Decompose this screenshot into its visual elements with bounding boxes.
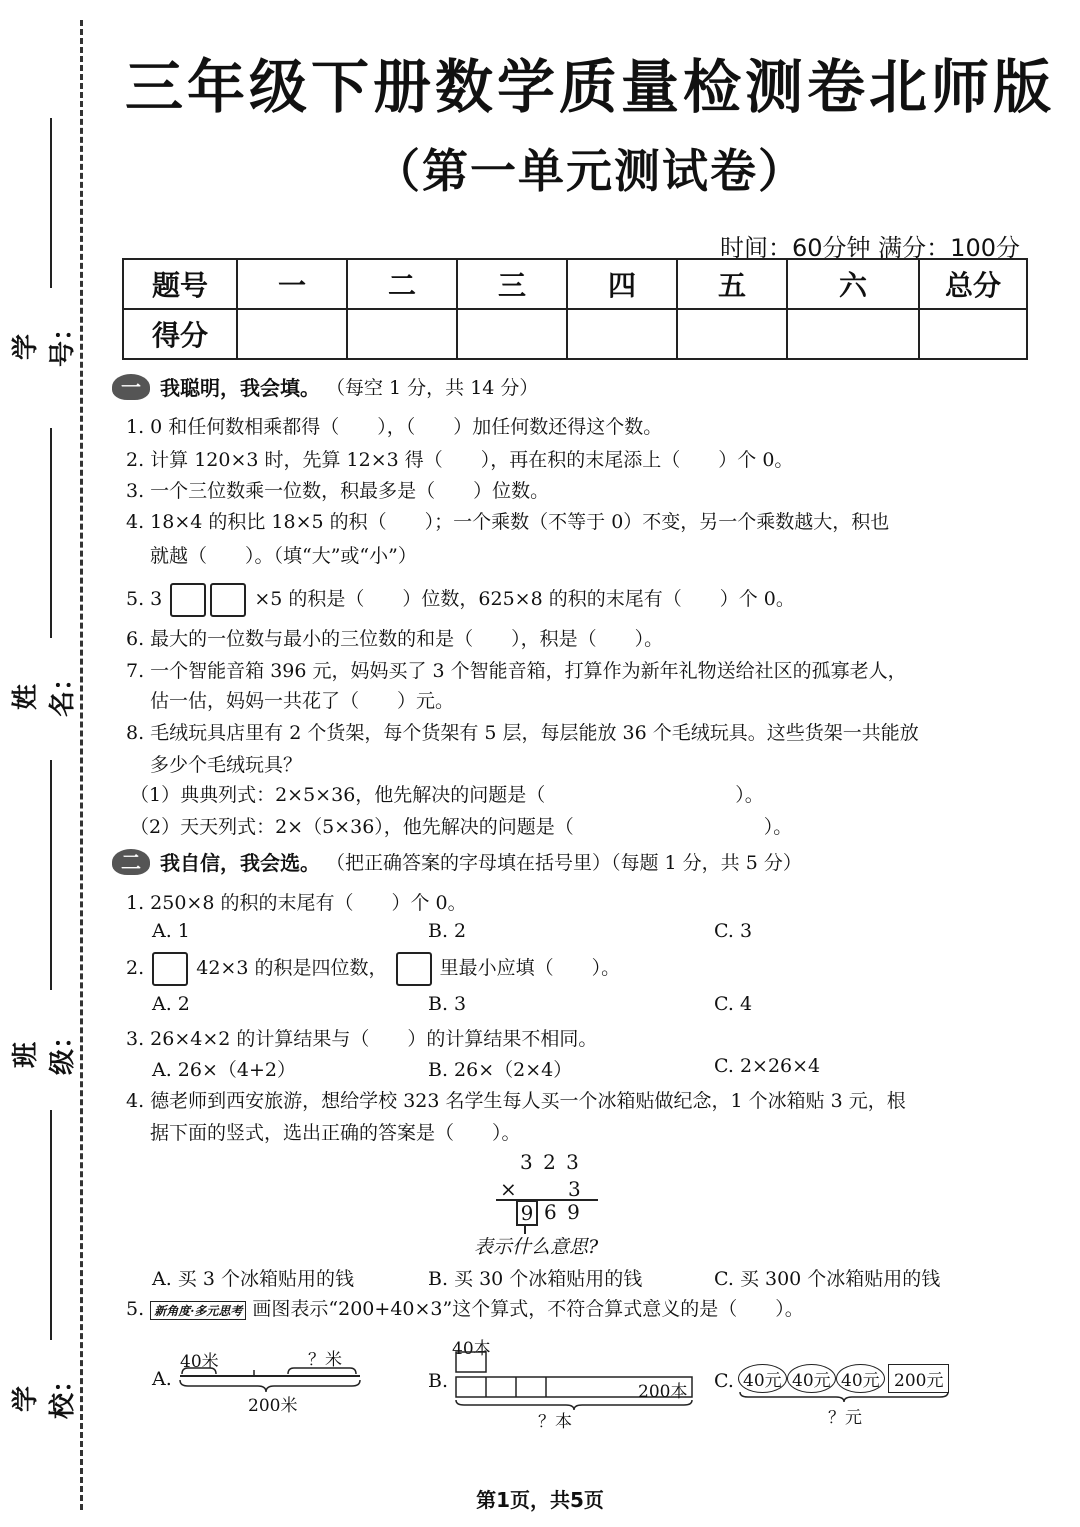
score-cell[interactable] (677, 309, 787, 359)
figB-inside-label: 200本 (638, 1382, 688, 1402)
s2-q4-option-b[interactable]: B. 买 30 个冰箱贴用的钱 (428, 1268, 643, 1290)
student-id-label: 学号： (11, 314, 78, 367)
figB-label: B. (428, 1370, 449, 1392)
answer-box[interactable] (396, 952, 432, 986)
s2-q1-option-a[interactable]: A. 1 (152, 920, 190, 942)
s1-question-6: 6. 最大的一位数与最小的三位数的和是（ ），积是（ ）。 (126, 628, 664, 650)
student-id-line (50, 118, 52, 288)
s2-question-3: 3. 26×4×2 的计算结果与（ ）的计算结果不相同。 (126, 1028, 598, 1050)
figC-coin-1: 40元 (738, 1364, 787, 1393)
s1-question-7a: 7. 一个智能音箱 396 元，妈妈买了 3 个智能音箱，打算作为新年礼物送给社区的孤寡老人， (126, 660, 907, 682)
s2-question-4a: 4. 德老师到西安旅游，想给学校 323 名学生每人买一个冰箱贴做纪念，1 个冰箱贴 3 元，根 (126, 1090, 906, 1112)
figA-top-right-label: ？米 (308, 1350, 342, 1370)
s1-q5-text: ×5 的积是（ ）位数，625×8 的积的末尾有（ ）个 0。 (254, 588, 795, 610)
s2-question-2 (126, 952, 620, 986)
score-cell[interactable] (237, 309, 347, 359)
score-header-cell: 五 (677, 259, 787, 309)
s2-question-4b: 据下面的竖式，选出正确的答案是（ ）。 (150, 1122, 521, 1144)
score-table (122, 258, 1028, 360)
time-info: 时间：60分钟 满分：100分 (720, 234, 1020, 262)
figB-top-label: 40本 (452, 1339, 491, 1359)
score-header-cell: 二 (347, 259, 457, 309)
s1-question-1: 1. 0 和任何数相乘都得（ ），（ ）加任何数还得这个数。 (126, 416, 663, 438)
figB-bottom-label: ？本 (538, 1412, 572, 1432)
vertical-result-rest: 6 9 (544, 1200, 582, 1224)
s2-q4-option-c[interactable]: C. 买 300 个冰箱贴用的钱 (714, 1268, 941, 1290)
s2-q4-option-a[interactable]: A. 买 3 个冰箱贴用的钱 (152, 1268, 354, 1290)
s2-question-1: 1. 250×8 的积的末尾有（ ）个 0。 (126, 892, 467, 914)
s1-question-8c: （1）典典列式：2×5×36，他先解决的问题是（ ）。 (130, 784, 764, 806)
score-cell[interactable] (919, 309, 1027, 359)
school-label: 学校： (11, 1366, 78, 1419)
s2-q3-option-b[interactable]: B. 26×（2×4） (428, 1059, 573, 1081)
figC-bottom-label: ？元 (828, 1408, 862, 1428)
name-label: 姓名： (11, 664, 78, 717)
figC-box: 200元 (888, 1364, 949, 1393)
vertical-times-sign: × (500, 1177, 517, 1201)
s1-question-4a: 4. 18×4 的积比 18×5 的积（ ）；一个乘数（不等于 0）不变，另一个乘数越大，积也 (126, 511, 890, 533)
score-table-score-row (123, 309, 1027, 359)
score-cell[interactable] (567, 309, 677, 359)
s2-q2-number: 2. (126, 957, 145, 979)
new-angle-tag: 新角度·多元思考 (150, 1301, 246, 1320)
score-cell[interactable] (347, 309, 457, 359)
figC-coin-3: 40元 (836, 1364, 885, 1393)
figA-bottom-label: 200米 (248, 1396, 298, 1416)
s1-question-8a: 8. 毛绒玩具店里有 2 个货架，每个货架有 5 层，每层能放 36 个毛绒玩具。这些货架一共能放 (126, 722, 919, 744)
vertical-multiplier: 3 (568, 1177, 581, 1201)
section1-badge: 一 (112, 374, 150, 400)
section2-badge: 二 (112, 849, 150, 875)
s1-question-3: 3. 一个三位数乘一位数，积最多是（ ）位数。 (126, 480, 550, 502)
score-row-label: 得分 (123, 309, 237, 359)
binding-dash-line (80, 20, 83, 1510)
score-table-header-row (123, 259, 1027, 309)
s2-q2-option-a[interactable]: A. 2 (152, 993, 190, 1015)
page-title: 三年级下册数学质量检测卷北师版 (124, 53, 1055, 121)
s1-question-8d: （2）天天列式：2×（5×36），他先解决的问题是（ ）。 (130, 816, 793, 838)
s2-q3-option-a[interactable]: A. 26×（4+2） (152, 1059, 296, 1081)
score-header-cell: 六 (787, 259, 919, 309)
score-cell[interactable] (457, 309, 567, 359)
section1-note: （每空 1 分，共 14 分） (326, 377, 539, 399)
score-header-cell: 题号 (123, 259, 237, 309)
score-header-cell: 四 (567, 259, 677, 309)
s2-q2-post: 里最小应填（ ）。 (439, 957, 621, 979)
s1-question-7b: 估一估，妈妈一共花了（ ）元。 (150, 690, 455, 712)
s2-q1-option-b[interactable]: B. 2 (428, 920, 467, 942)
s1-question-4b: 就越（ ）。（填“大”或“小”） (150, 545, 417, 567)
s2-q2-mid: 42×3 的积是四位数， (196, 957, 388, 979)
figC-coin-2: 40元 (787, 1364, 836, 1393)
s1-q5-prefix: 5. 3 (126, 588, 163, 610)
s2-q5-text: 画图表示“200+40×3”这个算式，不符合算式意义的是（ ）。 (252, 1298, 804, 1320)
s2-question-5 (126, 1294, 804, 1321)
class-label: 班级： (11, 1022, 78, 1075)
page-footer: 第1页，共5页 (476, 1488, 604, 1512)
school-line (50, 1110, 52, 1340)
figA-top-left-label: 40米 (180, 1352, 219, 1372)
class-line (50, 760, 52, 990)
section2-header (112, 847, 802, 876)
page-subtitle: （第一单元测试卷） (374, 144, 806, 198)
score-header-cell: 一 (237, 259, 347, 309)
answer-box[interactable] (170, 583, 206, 617)
s2-q3-option-c[interactable]: C. 2×26×4 (714, 1055, 821, 1077)
s2-q2-option-c[interactable]: C. 4 (714, 993, 753, 1015)
s1-question-2: 2. 计算 120×3 时，先算 12×3 得（ ），再在积的末尾添上（ ）个 0。 (126, 449, 794, 471)
answer-box[interactable] (210, 583, 246, 617)
s2-q2-option-b[interactable]: B. 3 (428, 993, 467, 1015)
score-header-cell: 三 (457, 259, 567, 309)
s1-question-8b: 多少个毛绒玩具？ (150, 754, 303, 776)
section2-note: （把正确答案的字母填在括号里）（每题 1 分，共 5 分） (326, 852, 802, 874)
answer-box[interactable] (152, 952, 188, 986)
s2-q5-number: 5. (126, 1298, 145, 1320)
vertical-top-number: 3 2 3 (520, 1150, 581, 1174)
score-cell[interactable] (787, 309, 919, 359)
name-line (50, 428, 52, 638)
vertical-result-boxed-digit: 9 (516, 1200, 538, 1226)
s1-question-5 (126, 583, 795, 617)
section2-title: 我自信，我会选。 (160, 851, 320, 875)
figC-label: C. (714, 1370, 734, 1392)
vertical-question-text: 表示什么意思? (474, 1236, 599, 1258)
figA-label: A. (152, 1368, 172, 1390)
figA-diagram (176, 1364, 366, 1394)
score-header-cell: 总分 (919, 259, 1027, 309)
section1-title: 我聪明，我会填。 (160, 376, 320, 400)
s2-q1-option-c[interactable]: C. 3 (714, 920, 753, 942)
section1-header (112, 372, 538, 401)
